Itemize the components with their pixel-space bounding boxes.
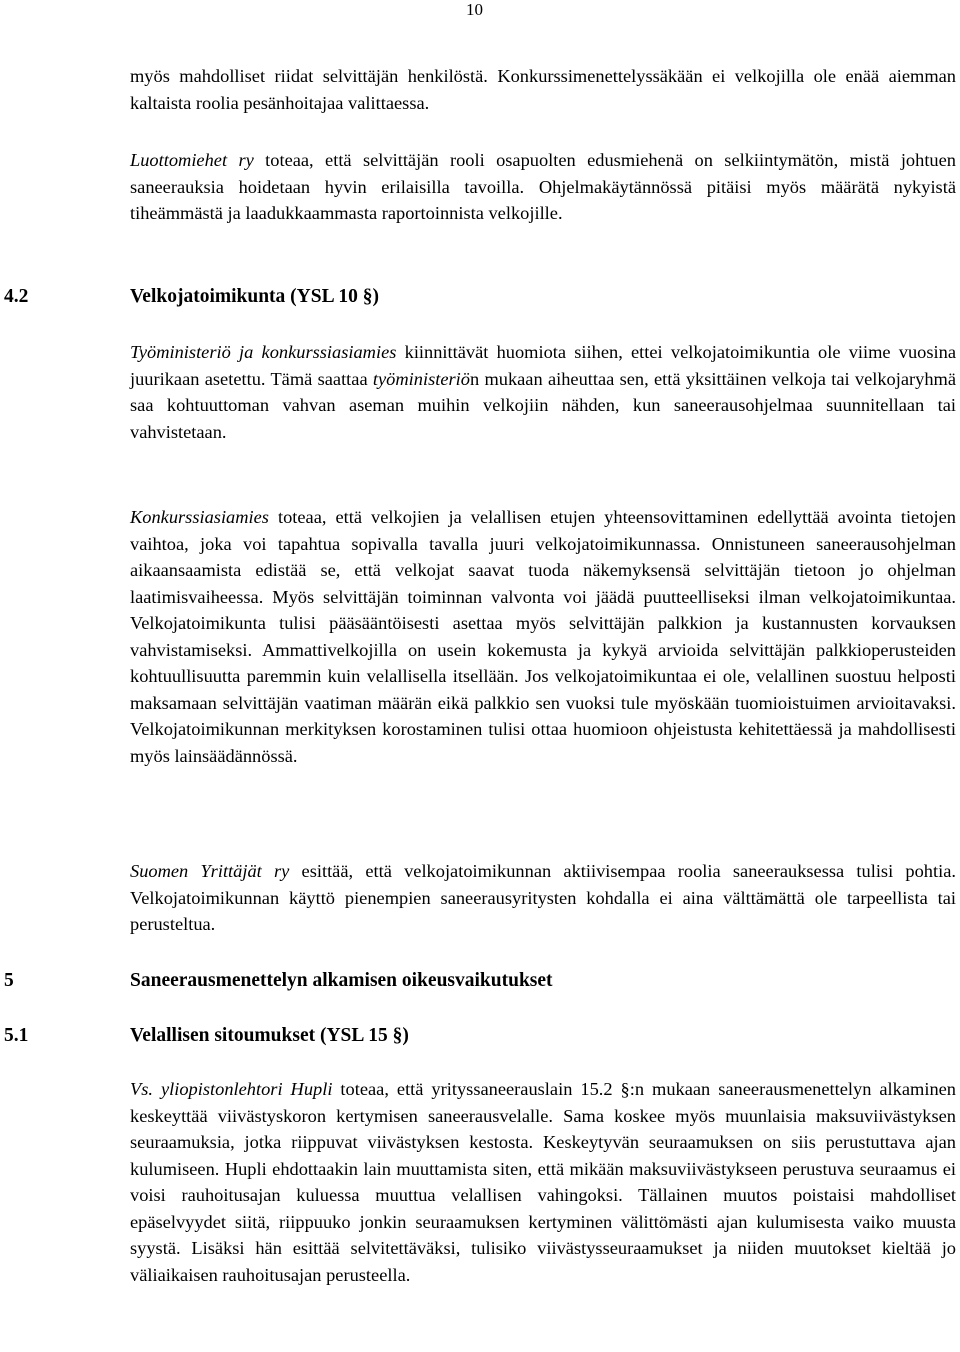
paragraph-3-text-b: n mukaan aiheuttaa sen, että yksittäinen velkoja tai velkojaryhmä saa kohtuuttoman vahvan aseman muihin velkojiin nähden, kun saneerausohjelmaa suunnitellaan tai vahvistetaan.	[130, 368, 956, 442]
heading-5-1-number: 5.1	[4, 1025, 29, 1046]
paragraph-3	[130, 339, 956, 445]
paragraph-3-text-a: kiinnittävät huomiota siihen, ettei velkojatoimikuntia ole viime vuosina juurikaan asetettu. Tämä saattaa	[130, 342, 956, 389]
paragraph-3-em: työministeriö	[372, 368, 470, 389]
paragraph-4-lead: Konkurssiasiamies	[130, 507, 269, 527]
heading-4-2-title: Velkojatoimikunta (YSL 10 §)	[130, 286, 380, 307]
heading-5-title: Saneerausmenettelyn alkamisen oikeusvaikutukset	[130, 970, 553, 991]
paragraph-6-text: toteaa, että yrityssaneerauslain 15.2 §:n mukaan saneerausmenettelyn alkaminen keskeyttää viivästyskoron kertymisen saneerausvelalle. Sama koskee myös muunlaisia maksuviivästyksen seuraamuksia, jotka riippuvat viivästyksen kestosta. Keskeytyvän seuraamuksen on siis perustuttava ajan kulumiseen. Hupli ehdottaakin lain muuttamista siten, että mikään maksuviivästykseen perustuva seuraamus ei voisi rauhoitusajan kuluessa muuttua velallisen vahingoksi. Tällainen muutos poistaisi mahdolliset epäselvyydet siitä, riippuuko jonkin seuraamuksen kertyminen välittömästi ajan kulumisesta vaiko muusta syystä. Lisäksi hän esittää selvitettäväksi, tulisiko viivästysseuraamukset ja niiden muutokset kieltää jo väliaikaisen rauhoitusajan perusteella.	[130, 1079, 956, 1285]
paragraph-4-text: toteaa, että velkojien ja velallisen etujen yhteensovittaminen edellyttää avointa tietojen vaihtoa, joka voi tapahtua sopivalla tavalla juuri velkojatoimikunnassa. Onnistuneen saneerausohjelman aikaansaamista edistää se, että velkojat saavat tuoda näkemyksensä selvittäjän tietoon jo ohjelman laatimisvaiheessa. Myös selvittäjän toiminnan valvonta voi jäädä puutteelliseksi ilman velkojatoimikuntaa. Velkojatoimikunta tulisi pääsääntöisesti asettaa myös selvittäjän palkkion ja kustannusten korvauksen vahvistamiseksi. Ammattivelkojilla on usein kokemusta ja kykyä arvioida selvittäjän palkkioperusteiden kohtuullisuutta paremmin kuin velallisella itsellään. Jos velkojatoimikuntaa ei ole, velallinen suostuu helposti maksamaan selvittäjän vaatiman määrän eikä palkkio sen vuoksi tule myöskään tuomioistuimen arvioitavaksi. Velkojatoimikunnan merkityksen korostaminen tulisi ottaa huomioon ohjeistusta kehitettäessä ja mahdollisesti myös lainsäädännössä.	[130, 507, 956, 766]
paragraph-5-text: esittää, että velkojatoimikunnan aktiivisempaa roolia saneerauksessa tulisi pohtia. Velkojatoimikunnan käyttö pienempien saneerausyritysten kohdalla ei aina välttämättä ole tarpeellista tai perusteltua.	[130, 861, 956, 934]
heading-5-1-title: Velallisen sitoumukset (YSL 15 §)	[130, 1025, 409, 1046]
page-number: 10	[466, 0, 483, 19]
paragraph-2-lead: Luottomiehet ry	[130, 150, 254, 170]
heading-5-number: 5	[4, 970, 14, 991]
paragraph-1	[130, 63, 956, 116]
paragraph-6	[130, 1076, 956, 1288]
paragraph-4	[130, 504, 956, 769]
heading-4-2-number: 4.2	[4, 286, 29, 307]
paragraph-1-text: myös mahdolliset riidat selvittäjän henkilöstä. Konkurssimenettelyssäkään ei velkojilla ole enää aiemman kaltaista roolia pesänhoitajaa valittaessa.	[130, 66, 956, 113]
paragraph-2	[130, 147, 956, 227]
paragraph-5-lead: Suomen Yrittäjät ry	[130, 861, 290, 881]
paragraph-5	[130, 858, 956, 938]
paragraph-2-text: toteaa, että selvittäjän rooli osapuolten edusmiehenä on selkiintymätön, mistä johtuen saneerauksia hoidetaan hyvin erilaisilla tavoilla. Ohjelmakäytännössä pitäisi myös määrätä nykyistä tiheämmästä ja laadukkaammasta raportoinnista velkojille.	[130, 150, 956, 223]
paragraph-6-lead: Vs. yliopistonlehtori Hupli	[130, 1079, 333, 1099]
paragraph-3-lead: Työministeriö ja konkurssiasiamies	[130, 342, 397, 362]
